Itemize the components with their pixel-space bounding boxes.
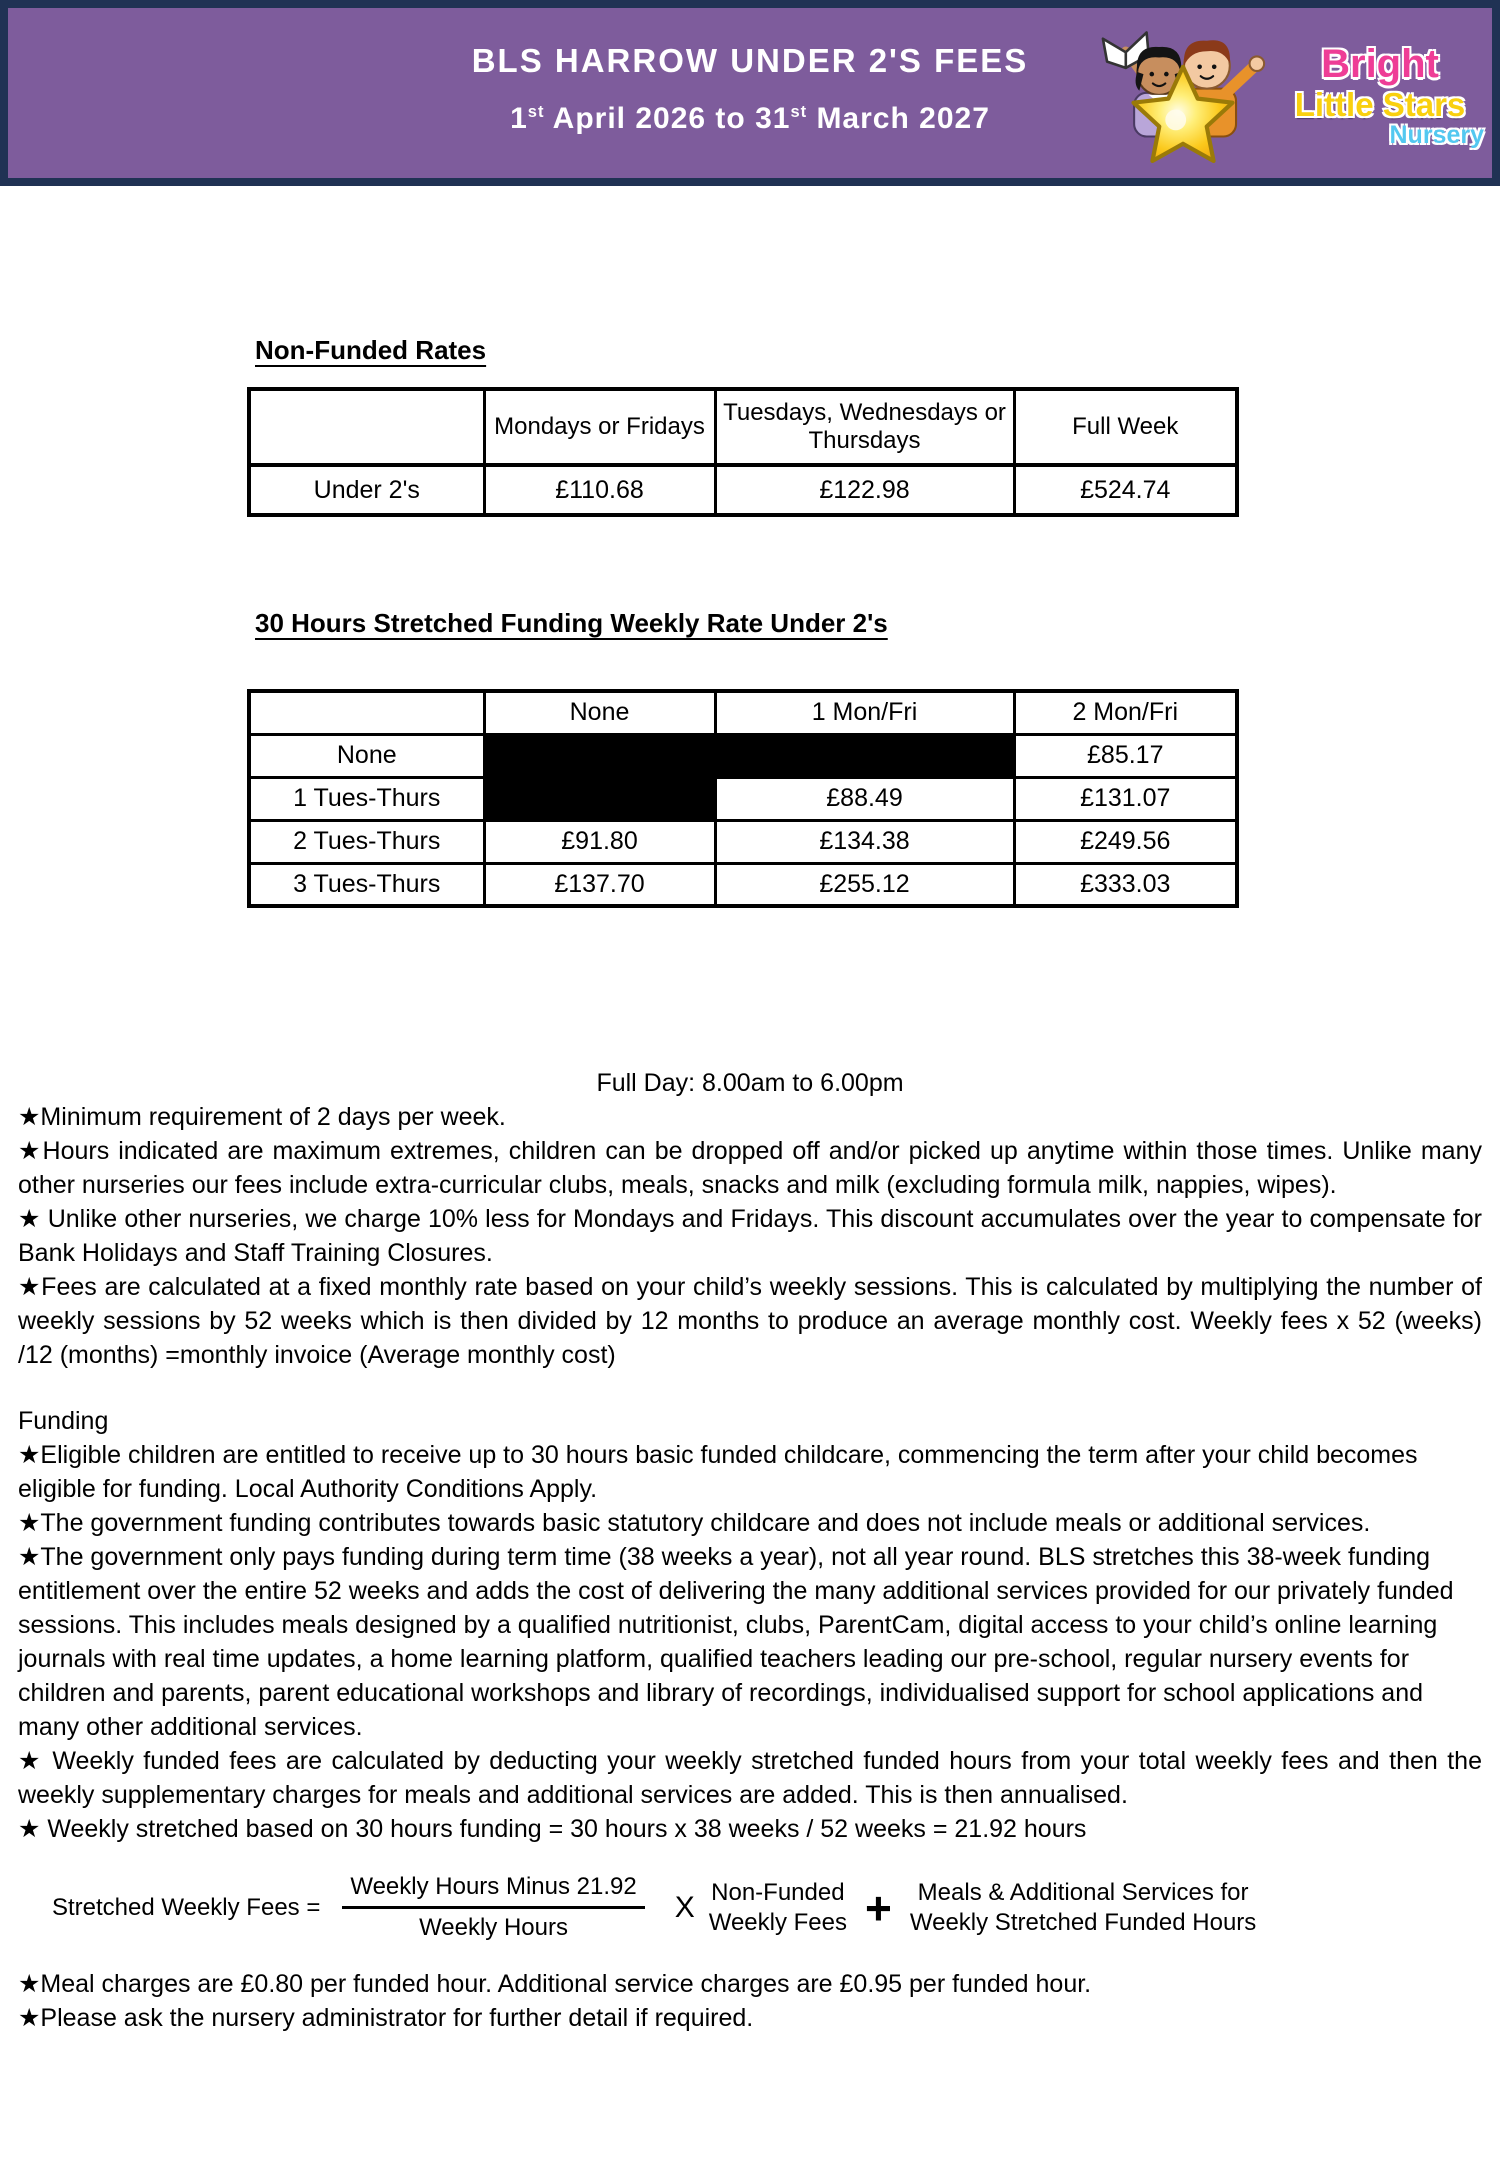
note-bullet: ★Minimum requirement of 2 days per week.	[18, 1103, 506, 1131]
formula-denominator: Weekly Hours	[419, 1914, 568, 1941]
date-part: 1	[510, 102, 528, 135]
note-bullet: ★ Weekly stretched based on 30 hours funding = 30 hours x 38 weeks / 52 weeks = 21.92 hours	[18, 1815, 1087, 1843]
ordinal-suffix: st	[790, 103, 808, 121]
multiply-operator: X	[674, 1890, 695, 1924]
logo-word-nursery: Nursery	[1389, 121, 1484, 149]
table-header-cell	[249, 389, 484, 465]
note-bullet: ★ Unlike other nurseries, we charge 10% less for Mondays and Fridays. This discount accumulates over the year to compensate for Bank Holidays and Staff Training Closures.	[18, 1205, 1482, 1267]
note-bullet: ★The government only pays funding during term time (38 weeks a year), not all year round. BLS stretches this 38-week funding entitlement over the entire 52 weeks and adds the cost of delivering the many additional services provided for our privately funded sessions. This includes meals designed by a qualified nutritionist, clubs, ParentCam, digital access to your child’s online learning journals with real time updates, a home learning platform, qualified teachers leading our pre-school, regular nursery events for children and parents, parent educational workshops and library of recordings, individualised support for school applications and many other additional services.	[18, 1543, 1454, 1741]
note-bullet: ★The government funding contributes towards basic statutory childcare and does not include meals or additional services.	[18, 1509, 1371, 1537]
table-header-cell: 2 Mon/Fri	[1014, 691, 1237, 734]
blackout-cell	[484, 734, 715, 777]
table-header-row	[249, 691, 1237, 734]
table-header-cell: Full Week	[1014, 389, 1237, 465]
logo-text	[1276, 44, 1484, 148]
fee-cell: £137.70	[484, 863, 715, 906]
table-row	[249, 465, 1237, 515]
row-label-cell: None	[249, 734, 484, 777]
formula-lhs: Stretched Weekly Fees =	[52, 1893, 321, 1921]
date-part: April 2026 to 31	[544, 102, 791, 135]
note-bullet: ★Meal charges are £0.80 per funded hour. Additional service charges are £0.95 per funded hour.	[18, 1970, 1092, 1998]
nursery-logo	[1094, 18, 1484, 180]
table-header-cell: None	[484, 691, 715, 734]
logo-word-littlestars: Little Stars	[1294, 86, 1466, 123]
fee-cell: £255.12	[715, 863, 1014, 906]
note-bullet: ★Please ask the nursery administrator for further detail if required.	[18, 2004, 754, 2032]
stretched-funding-heading: 30 Hours Stretched Funding Weekly Rate Under 2's	[255, 608, 888, 638]
table-row	[249, 734, 1237, 777]
fee-cell: £91.80	[484, 820, 715, 863]
blackout-cell	[715, 734, 1014, 777]
fee-cell: £333.03	[1014, 863, 1237, 906]
table-row	[249, 820, 1237, 863]
logo-word-bright: Bright	[1321, 42, 1439, 86]
fee-cell: £249.56	[1014, 820, 1237, 863]
ordinal-suffix: st	[527, 103, 545, 121]
note-bullet: ★Fees are calculated at a fixed monthly rate based on your child’s weekly sessions. This is calculated by multiplying the number of weekly sessions by 52 weeks which is then divided by 12 months to produce an average monthly cost. Weekly fees x 52 (weeks) /12 (months) =monthly invoice (Average monthly cost)	[18, 1273, 1482, 1369]
note-bullet: ★ Weekly funded fees are calculated by deducting your weekly stretched funded hours from your total weekly fees and then the weekly supplementary charges for meals and additional services are added. This is then annualised.	[18, 1747, 1482, 1809]
fee-cell: £131.07	[1014, 777, 1237, 820]
plus-operator: +	[865, 1881, 892, 1934]
formula-fraction	[342, 1872, 644, 1943]
non-funded-table	[247, 387, 1239, 517]
row-label-cell: 1 Tues-Thurs	[249, 777, 484, 820]
row-label-cell: 2 Tues-Thurs	[249, 820, 484, 863]
formula-factor-line: Non-Funded	[711, 1878, 845, 1906]
formula-addend-line: Meals & Additional Services for	[917, 1878, 1249, 1906]
table-header-cell: Tuesdays, Wednesdays or Thursdays	[715, 389, 1014, 465]
row-label-cell: 3 Tues-Thurs	[249, 863, 484, 906]
note-bullet: ★Eligible children are entitled to receive up to 30 hours basic funded childcare, commencing the term after your child becomes eligible for funding. Local Authority Conditions Apply.	[18, 1441, 1418, 1503]
formula-numerator: Weekly Hours Minus 21.92	[342, 1872, 644, 1909]
fee-cell: £85.17	[1014, 734, 1237, 777]
header-banner	[0, 0, 1500, 186]
stretched-fees-formula	[52, 1872, 1482, 1943]
table-header-cell: 1 Mon/Fri	[715, 691, 1014, 734]
non-funded-heading: Non-Funded Rates	[255, 335, 487, 365]
stretched-funding-table	[247, 689, 1239, 908]
table-row	[249, 863, 1237, 906]
row-label-cell: Under 2's	[249, 465, 484, 515]
star-children-illustration	[1094, 20, 1272, 176]
note-bullet: ★Hours indicated are maximum extremes, children can be dropped off and/or picked up anytime within those times. Unlike many other nurseries our fees include extra-curricular clubs, meals, snacks and milk (excluding formula milk, nappies, wipes).	[18, 1137, 1482, 1199]
fee-cell: £110.68	[484, 465, 715, 515]
formula-addend-line: Weekly Stretched Funded Hours	[909, 1908, 1257, 1936]
notes-section	[18, 1066, 1482, 2035]
date-part: March 2027	[807, 102, 990, 135]
table-header-row	[249, 389, 1237, 465]
fee-cell: £88.49	[715, 777, 1014, 820]
full-day-line: Full Day: 8.00am to 6.00pm	[596, 1069, 904, 1097]
blackout-cell	[484, 777, 715, 820]
formula-factor	[709, 1878, 847, 1938]
page-title: BLS HARROW UNDER 2'S FEES	[471, 42, 1029, 79]
funding-heading: Funding	[18, 1407, 109, 1435]
formula-factor-line: Weekly Fees	[708, 1908, 848, 1936]
table-row	[249, 777, 1237, 820]
fee-cell: £134.38	[715, 820, 1014, 863]
fee-cell: £524.74	[1014, 465, 1237, 515]
table-header-cell	[249, 691, 484, 734]
formula-addend	[910, 1878, 1256, 1938]
fee-cell: £122.98	[715, 465, 1014, 515]
table-header-cell: Mondays or Fridays	[484, 389, 715, 465]
